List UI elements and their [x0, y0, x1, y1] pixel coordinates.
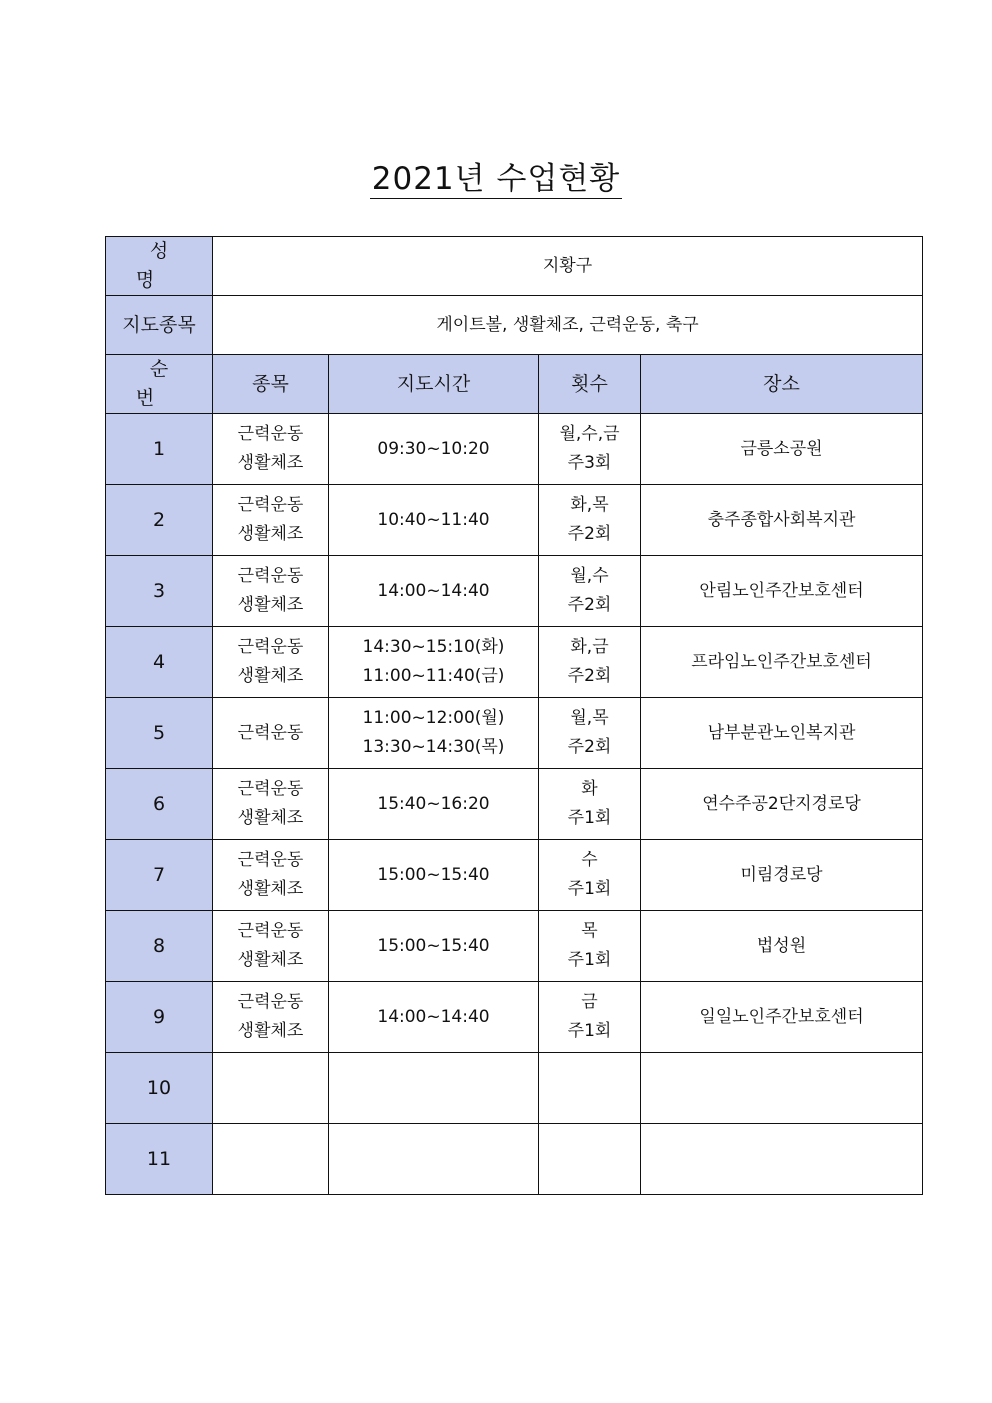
event-line: 근력운동	[237, 495, 304, 515]
event-line: 생활체조	[237, 666, 304, 686]
time-line: 09:30~10:20	[377, 438, 490, 459]
row-number: 4	[106, 627, 213, 698]
frequency-line: 화,목	[570, 495, 609, 515]
row-time	[329, 1053, 539, 1124]
column-header-row	[106, 355, 923, 414]
row-place: 연수주공2단지경로당	[641, 769, 923, 840]
row-frequency	[539, 1053, 641, 1124]
event-line: 생활체조	[237, 524, 304, 544]
frequency-line: 주1회	[567, 879, 612, 899]
instructor-name: 지황구	[213, 237, 923, 296]
frequency-line: 주3회	[567, 453, 612, 473]
table-row	[106, 485, 923, 556]
event-line: 근력운동	[237, 850, 304, 870]
table-row	[106, 627, 923, 698]
frequency-line: 월,수,금	[559, 424, 620, 444]
event-line: 생활체조	[237, 808, 304, 828]
time-line: 15:00~15:40	[377, 935, 490, 956]
event-line: 근력운동	[237, 566, 304, 586]
frequency-line: 화,금	[570, 637, 609, 657]
row-event	[213, 627, 329, 698]
header-number-text: 순 번	[135, 358, 197, 409]
row-time	[329, 911, 539, 982]
frequency-line: 목	[581, 921, 598, 941]
table-row	[106, 1053, 923, 1124]
row-event	[213, 769, 329, 840]
frequency-line: 주1회	[567, 808, 612, 828]
row-frequency	[539, 911, 641, 982]
name-label	[106, 237, 213, 296]
row-time	[329, 698, 539, 769]
row-event	[213, 414, 329, 485]
row-number: 2	[106, 485, 213, 556]
row-place	[641, 1124, 923, 1195]
event-line: 근력운동	[237, 424, 304, 444]
header-event: 종목	[213, 355, 329, 414]
time-line: 15:40~16:20	[377, 793, 490, 814]
time-line: 14:00~14:40	[377, 1006, 490, 1027]
table-row	[106, 556, 923, 627]
row-frequency	[539, 627, 641, 698]
row-frequency	[539, 556, 641, 627]
header-number	[106, 355, 213, 414]
frequency-line: 주1회	[567, 950, 612, 970]
time-line: 13:30~14:30(목)	[362, 737, 505, 757]
header-place: 장소	[641, 355, 923, 414]
row-place: 금릉소공원	[641, 414, 923, 485]
row-place: 남부분관노인복지관	[641, 698, 923, 769]
subjects-value: 게이트볼, 생활체조, 근력운동, 축구	[213, 296, 923, 355]
row-place: 충주종합사회복지관	[641, 485, 923, 556]
event-line: 생활체조	[237, 595, 304, 615]
row-time	[329, 769, 539, 840]
page-title: 2021년 수업현황	[371, 161, 621, 197]
table-row	[106, 911, 923, 982]
row-event	[213, 911, 329, 982]
event-line: 생활체조	[237, 1021, 304, 1041]
row-frequency	[539, 414, 641, 485]
table-row	[106, 1124, 923, 1195]
subjects-row	[106, 296, 923, 355]
row-place: 프라임노인주간보호센터	[641, 627, 923, 698]
row-time	[329, 556, 539, 627]
row-event	[213, 982, 329, 1053]
frequency-line: 주2회	[567, 666, 612, 686]
row-number: 6	[106, 769, 213, 840]
frequency-line: 주2회	[567, 595, 612, 615]
time-line: 14:30~15:10(화)	[362, 637, 505, 657]
table-row	[106, 414, 923, 485]
row-frequency	[539, 840, 641, 911]
row-place: 안림노인주간보호센터	[641, 556, 923, 627]
row-time	[329, 414, 539, 485]
row-event	[213, 1053, 329, 1124]
row-frequency	[539, 1124, 641, 1195]
row-number: 5	[106, 698, 213, 769]
event-line: 생활체조	[237, 950, 304, 970]
time-line: 10:40~11:40	[377, 509, 490, 530]
event-line: 근력운동	[237, 992, 304, 1012]
header-time: 지도시간	[329, 355, 539, 414]
row-number: 1	[106, 414, 213, 485]
time-line: 11:00~11:40(금)	[362, 666, 505, 686]
row-number: 10	[106, 1053, 213, 1124]
row-frequency	[539, 485, 641, 556]
subjects-label: 지도종목	[106, 296, 213, 355]
frequency-line: 화	[581, 779, 598, 799]
frequency-line: 월,목	[570, 708, 609, 728]
name-label-text: 성 명	[135, 240, 197, 291]
row-time	[329, 627, 539, 698]
row-place: 법성원	[641, 911, 923, 982]
time-line: 14:00~14:40	[377, 580, 490, 601]
frequency-line: 주2회	[567, 524, 612, 544]
event-line: 근력운동	[237, 921, 304, 941]
row-time	[329, 1124, 539, 1195]
row-event	[213, 698, 329, 769]
row-place: 미림경로당	[641, 840, 923, 911]
row-number: 9	[106, 982, 213, 1053]
page-title-wrap	[0, 160, 992, 199]
row-number: 11	[106, 1124, 213, 1195]
row-time	[329, 840, 539, 911]
row-place: 일일노인주간보호센터	[641, 982, 923, 1053]
row-number: 3	[106, 556, 213, 627]
header-frequency: 횟수	[539, 355, 641, 414]
row-frequency	[539, 982, 641, 1053]
row-place	[641, 1053, 923, 1124]
frequency-line: 월,수	[570, 566, 609, 586]
frequency-line: 수	[581, 850, 598, 870]
event-line: 생활체조	[237, 879, 304, 899]
time-line: 11:00~12:00(월)	[362, 708, 505, 728]
event-line: 생활체조	[237, 453, 304, 473]
row-number: 8	[106, 911, 213, 982]
row-frequency	[539, 769, 641, 840]
row-event	[213, 840, 329, 911]
table-row	[106, 769, 923, 840]
table-row	[106, 698, 923, 769]
row-event	[213, 485, 329, 556]
frequency-line: 금	[581, 992, 598, 1012]
time-line: 15:00~15:40	[377, 864, 490, 885]
schedule-table	[105, 236, 923, 1195]
name-row	[106, 237, 923, 296]
event-line: 근력운동	[237, 722, 304, 743]
frequency-line: 주2회	[567, 737, 612, 757]
event-line: 근력운동	[237, 779, 304, 799]
table-row	[106, 840, 923, 911]
row-time	[329, 485, 539, 556]
table-row	[106, 982, 923, 1053]
event-line: 근력운동	[237, 637, 304, 657]
frequency-line: 주1회	[567, 1021, 612, 1041]
row-number: 7	[106, 840, 213, 911]
row-event	[213, 556, 329, 627]
row-frequency	[539, 698, 641, 769]
row-event	[213, 1124, 329, 1195]
row-time	[329, 982, 539, 1053]
